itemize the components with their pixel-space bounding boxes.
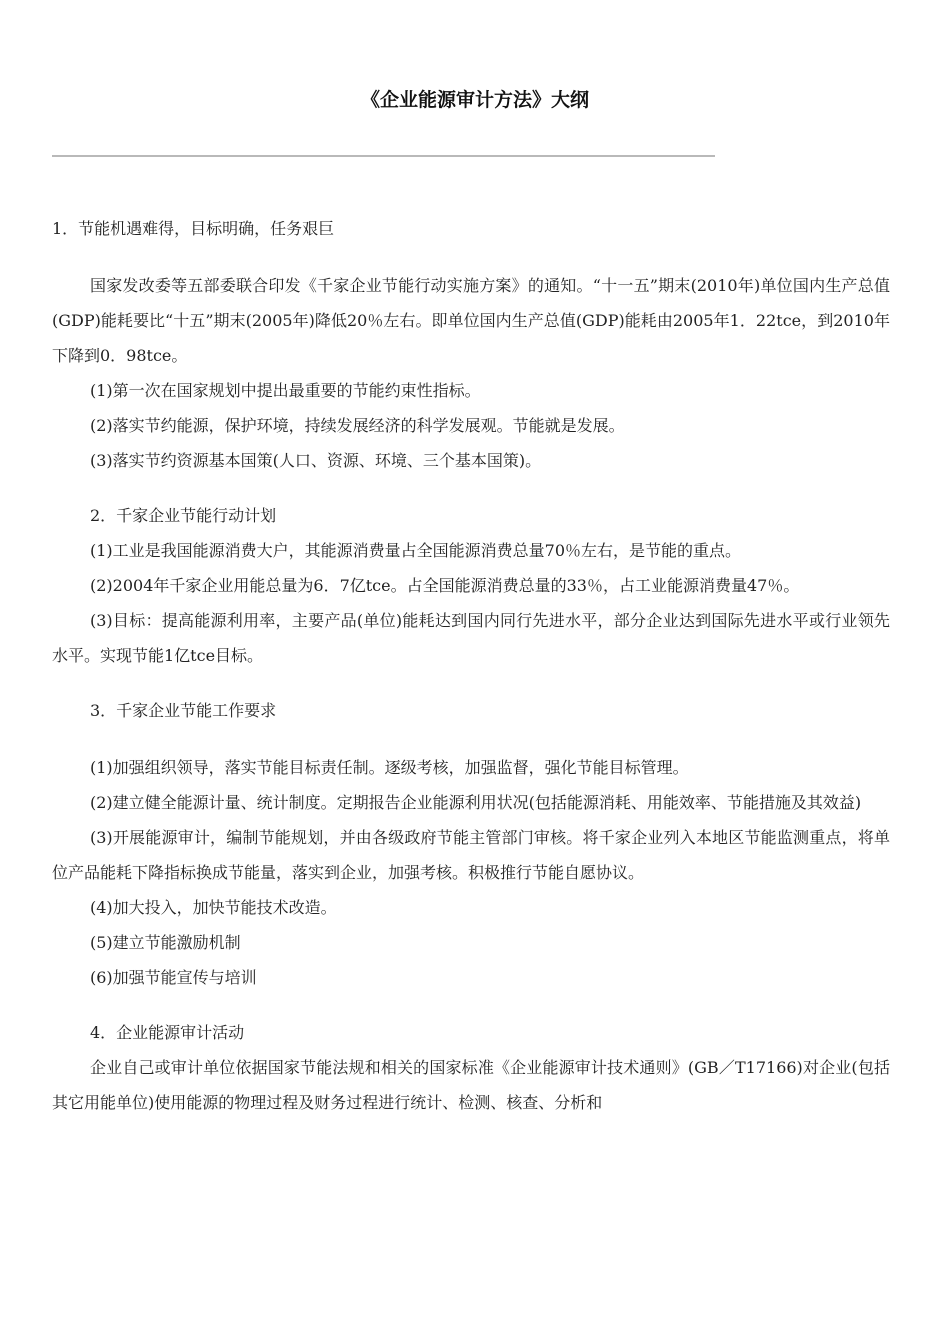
section-2-item-3: (3)目标：提高能源利用率，主要产品(单位)能耗达到国内同行先进水平，部分企业达到国际先进水平或行业领先水平。实现节能1亿tce目标。 <box>52 611 890 665</box>
section-1-heading: 1．节能机遇难得，目标明确，任务艰巨 <box>52 219 335 238</box>
section-3-item-1: (1)加强组织领导，落实节能目标责任制。逐级考核，加强监督，强化节能目标管理。 <box>90 758 689 777</box>
title-divider <box>52 155 715 157</box>
section-4-paragraph: 企业自己或审计单位依据国家节能法规和相关的国家标准《企业能源审计技术通则》(GB／T17166)对企业(包括其它用能单位)使用能源的物理过程及财务过程进行统计、检测、核查、分析和 <box>52 1058 890 1112</box>
section-3-item-5: (5)建立节能激励机制 <box>90 933 241 952</box>
section-1-item-2: (2)落实节约能源，保护环境，持续发展经济的科学发展观。节能就是发展。 <box>90 416 625 435</box>
section-3-item-3: (3)开展能源审计，编制节能规划，并由各级政府节能主管部门审核。将千家企业列入本地区节能监测重点，将单位产品能耗下降指标换成节能量，落实到企业，加强考核。积极推行节能自愿协议。 <box>52 828 890 882</box>
section-4-heading: 4．企业能源审计活动 <box>90 1023 245 1042</box>
section-1-item-3: (3)落实节约资源基本国策(人口、资源、环境、三个基本国策)。 <box>90 451 542 470</box>
section-1-item-1: (1)第一次在国家规划中提出最重要的节能约束性指标。 <box>90 381 481 400</box>
section-3-item-6: (6)加强节能宣传与培训 <box>90 968 257 987</box>
section-1-paragraph: 国家发改委等五部委联合印发《千家企业节能行动实施方案》的通知。“十一五”期末(2010年)单位国内生产总值(GDP)能耗要比“十五”期末(2005年)降低20％左右。即单位国内生产总值(GDP)能耗由2005年1．22tce，到2010年下降到0．98tce。 <box>52 276 890 365</box>
page-title: 《企业能源审计方法》大纲 <box>360 89 589 111</box>
section-2-heading: 2．千家企业节能行动计划 <box>90 506 277 525</box>
section-3-item-2: (2)建立健全能源计量、统计制度。定期报告企业能源利用状况(包括能源消耗、用能效率、节能措施及其效益) <box>90 793 862 812</box>
section-3-heading: 3．千家企业节能工作要求 <box>90 701 277 720</box>
section-3-item-4: (4)加大投入，加快节能技术改造。 <box>90 898 337 917</box>
section-2-item-2: (2)2004年千家企业用能总量为6．7亿tce。占全国能源消费总量的33％，占工业能源消费量47％。 <box>90 576 800 595</box>
document-body <box>52 211 890 1120</box>
section-2-item-1: (1)工业是我国能源消费大户，其能源消费量占全国能源消费总量70％左右，是节能的重点。 <box>90 541 742 560</box>
